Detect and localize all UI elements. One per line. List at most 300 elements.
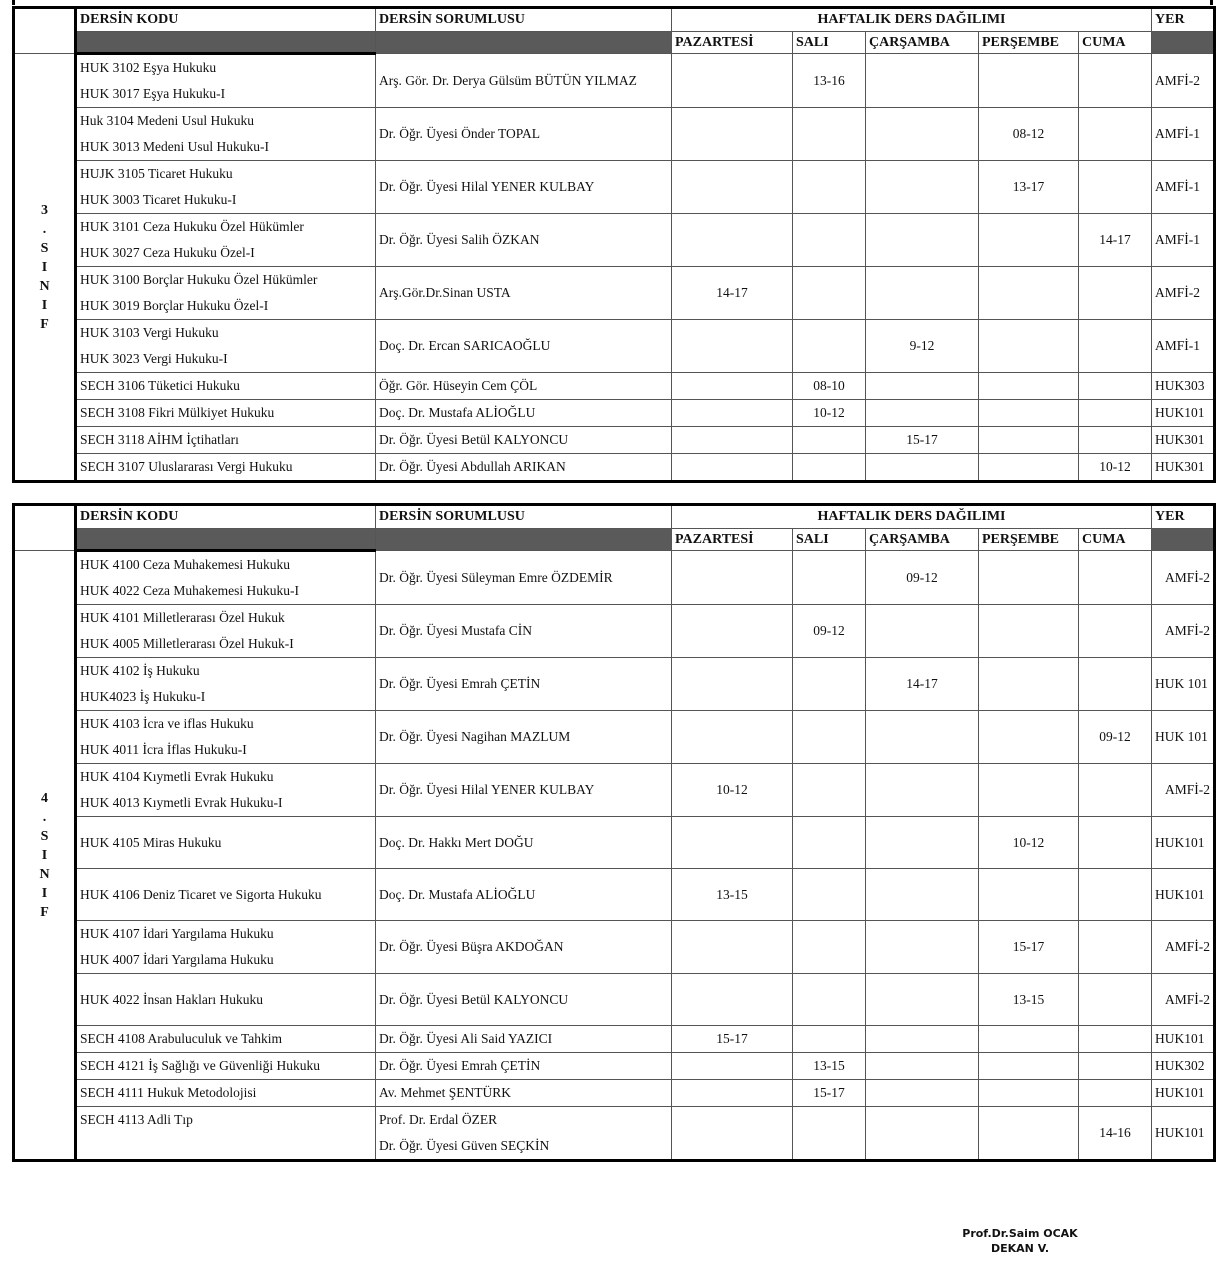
instructor-cell bbox=[376, 161, 672, 214]
course-name: HUK4023 İş Hukuku-I bbox=[80, 689, 206, 704]
header-ders-sorumlusu: DERSİN SORUMLUSU bbox=[376, 505, 672, 529]
time-cell-carsamba bbox=[866, 605, 979, 658]
course-code-cell bbox=[76, 161, 376, 214]
location-cell: HUK101 bbox=[1152, 1080, 1215, 1107]
time-cell-cuma bbox=[1079, 1026, 1152, 1053]
instructor-name: Dr. Öğr. Üyesi Hilal YENER KULBAY bbox=[379, 179, 595, 194]
instructor-cell bbox=[376, 320, 672, 373]
time-cell-cuma bbox=[1079, 921, 1152, 974]
time-cell-pazartesi bbox=[672, 921, 793, 974]
instructor-name: Arş.Gör.Dr.Sinan USTA bbox=[379, 285, 511, 300]
location-cell: AMFİ-1 bbox=[1152, 214, 1215, 267]
class-label-char: N bbox=[39, 278, 50, 294]
class-header-blank-2 bbox=[14, 32, 76, 54]
table-row bbox=[14, 161, 1215, 214]
instructor-cell bbox=[376, 54, 672, 108]
instructor-name: Dr. Öğr. Üyesi Mustafa CİN bbox=[379, 623, 532, 638]
instructor-name: Dr. Öğr. Üyesi Betül KALYONCU bbox=[379, 991, 569, 1007]
time-cell-sali bbox=[793, 427, 866, 454]
instructor-name: Doç. Dr. Mustafa ALİOĞLU bbox=[379, 405, 536, 420]
time-cell-carsamba bbox=[866, 764, 979, 817]
instructor-cell bbox=[376, 1080, 672, 1107]
time-cell-persembe bbox=[979, 551, 1079, 605]
table-row bbox=[14, 1026, 1215, 1053]
course-code-cell bbox=[76, 605, 376, 658]
instructor-name: Av. Mehmet ŞENTÜRK bbox=[379, 1085, 511, 1100]
time-cell-sali bbox=[793, 1026, 866, 1053]
course-code-cell bbox=[76, 54, 376, 108]
time-cell-carsamba bbox=[866, 1026, 979, 1053]
course-name: HUK 3003 Ticaret Hukuku-I bbox=[80, 192, 237, 207]
time-cell-carsamba bbox=[866, 869, 979, 921]
time-cell-cuma bbox=[1079, 869, 1152, 921]
course-code-cell bbox=[76, 373, 376, 400]
location-cell: HUK101 bbox=[1152, 1107, 1215, 1161]
time-cell-sali: 09-12 bbox=[793, 605, 866, 658]
time-cell-persembe bbox=[979, 658, 1079, 711]
time-cell-persembe bbox=[979, 869, 1079, 921]
location-cell: AMFİ-1 bbox=[1152, 320, 1215, 373]
header-yer: YER bbox=[1152, 505, 1215, 529]
time-cell-sali: 08-10 bbox=[793, 373, 866, 400]
course-name: SECH 3107 Uluslararası Vergi Hukuku bbox=[80, 459, 293, 474]
gray-band-kod bbox=[76, 529, 376, 551]
time-cell-sali bbox=[793, 320, 866, 373]
time-cell-persembe bbox=[979, 400, 1079, 427]
table-row bbox=[14, 267, 1215, 320]
table-row bbox=[14, 1080, 1215, 1107]
time-cell-pazartesi bbox=[672, 54, 793, 108]
time-cell-pazartesi: 13-15 bbox=[672, 869, 793, 921]
time-cell-carsamba bbox=[866, 54, 979, 108]
time-cell-carsamba: 14-17 bbox=[866, 658, 979, 711]
table-row bbox=[14, 454, 1215, 482]
location-cell: HUK101 bbox=[1152, 1026, 1215, 1053]
time-cell-cuma bbox=[1079, 1053, 1152, 1080]
course-name: Huk 3104 Medeni Usul Hukuku bbox=[80, 113, 254, 128]
time-cell-sali bbox=[793, 551, 866, 605]
schedule-table-3-sinif bbox=[12, 6, 1216, 483]
signature-block bbox=[940, 1226, 1100, 1256]
time-cell-sali: 15-17 bbox=[793, 1080, 866, 1107]
time-cell-pazartesi bbox=[672, 214, 793, 267]
header-day-sali: SALI bbox=[793, 529, 866, 551]
time-cell-sali bbox=[793, 658, 866, 711]
course-name: HUK 3013 Medeni Usul Hukuku-I bbox=[80, 139, 269, 154]
time-cell-pazartesi bbox=[672, 1053, 793, 1080]
course-name: HUJK 3105 Ticaret Hukuku bbox=[80, 166, 233, 181]
time-cell-carsamba bbox=[866, 1053, 979, 1080]
course-name: SECH 3118 AİHM İçtihatları bbox=[80, 432, 239, 447]
instructor-name: Arş. Gör. Dr. Derya Gülsüm BÜTÜN YILMAZ bbox=[379, 72, 637, 88]
class-label-char: F bbox=[40, 904, 49, 920]
course-name: HUK 4022 İnsan Hakları Hukuku bbox=[80, 991, 263, 1007]
time-cell-carsamba bbox=[866, 373, 979, 400]
time-cell-sali: 10-12 bbox=[793, 400, 866, 427]
instructor-cell bbox=[376, 921, 672, 974]
time-cell-pazartesi bbox=[672, 551, 793, 605]
instructor-name: Doç. Dr. Hakkı Mert DOĞU bbox=[379, 834, 534, 850]
time-cell-sali bbox=[793, 454, 866, 482]
time-cell-cuma bbox=[1079, 551, 1152, 605]
time-cell-persembe: 15-17 bbox=[979, 921, 1079, 974]
header-day-carsamba: ÇARŞAMBA bbox=[866, 32, 979, 54]
instructor-name: Dr. Öğr. Üyesi Süleyman Emre ÖZDEMİR bbox=[379, 569, 613, 585]
course-name: HUK 4104 Kıymetli Evrak Hukuku bbox=[80, 769, 274, 784]
time-cell-pazartesi bbox=[672, 373, 793, 400]
time-cell-carsamba bbox=[866, 267, 979, 320]
time-cell-persembe bbox=[979, 267, 1079, 320]
course-name: HUK 4100 Ceza Muhakemesi Hukuku bbox=[80, 557, 290, 572]
course-code-cell bbox=[76, 921, 376, 974]
time-cell-persembe bbox=[979, 427, 1079, 454]
instructor-cell bbox=[376, 108, 672, 161]
course-name: SECH 4108 Arabuluculuk ve Tahkim bbox=[80, 1031, 283, 1046]
course-code-cell bbox=[76, 427, 376, 454]
table-row bbox=[14, 320, 1215, 373]
course-name: HUK 4005 Milletlerarası Özel Hukuk-I bbox=[80, 636, 294, 651]
course-name: HUK 4022 Ceza Muhakemesi Hukuku-I bbox=[80, 583, 299, 598]
time-cell-carsamba bbox=[866, 974, 979, 1026]
time-cell-cuma bbox=[1079, 427, 1152, 454]
time-cell-cuma bbox=[1079, 974, 1152, 1026]
header-day-persembe: PERŞEMBE bbox=[979, 32, 1079, 54]
schedule-table-4-sinif bbox=[12, 503, 1216, 1162]
table-row bbox=[14, 400, 1215, 427]
table-row bbox=[14, 764, 1215, 817]
class-label-char: I bbox=[41, 259, 48, 275]
time-cell-pazartesi bbox=[672, 605, 793, 658]
instructor-name: Dr. Öğr. Üyesi Ali Said YAZICI bbox=[379, 1031, 553, 1046]
time-cell-pazartesi bbox=[672, 161, 793, 214]
time-cell-persembe bbox=[979, 605, 1079, 658]
table-row bbox=[14, 605, 1215, 658]
time-cell-pazartesi: 10-12 bbox=[672, 764, 793, 817]
course-name: HUK 4106 Deniz Ticaret ve Sigorta Hukuku bbox=[80, 886, 322, 902]
instructor-cell bbox=[376, 400, 672, 427]
table-row bbox=[14, 869, 1215, 921]
time-cell-pazartesi: 15-17 bbox=[672, 1026, 793, 1053]
time-cell-carsamba bbox=[866, 454, 979, 482]
course-name: HUK 4011 İcra İflas Hukuku-I bbox=[80, 742, 247, 757]
time-cell-pazartesi bbox=[672, 427, 793, 454]
class-label-char: . bbox=[42, 809, 47, 825]
course-name: HUK 3027 Ceza Hukuku Özel-I bbox=[80, 245, 255, 260]
instructor-cell bbox=[376, 605, 672, 658]
time-cell-carsamba: 15-17 bbox=[866, 427, 979, 454]
course-name: HUK 3023 Vergi Hukuku-I bbox=[80, 351, 228, 366]
time-cell-carsamba bbox=[866, 817, 979, 869]
time-cell-cuma bbox=[1079, 373, 1152, 400]
header-day-pazartesi: PAZARTESİ bbox=[672, 529, 793, 551]
instructor-name: Dr. Öğr. Üyesi Abdullah ARIKAN bbox=[379, 459, 566, 474]
course-code-cell bbox=[76, 974, 376, 1026]
instructor-cell bbox=[376, 817, 672, 869]
gray-band-kod bbox=[76, 32, 376, 54]
time-cell-cuma bbox=[1079, 54, 1152, 108]
instructor-name: Dr. Öğr. Üyesi Betül KALYONCU bbox=[379, 432, 569, 447]
course-name: HUK 4107 İdari Yargılama Hukuku bbox=[80, 926, 274, 941]
course-name: HUK 4101 Milletlerarası Özel Hukuk bbox=[80, 610, 285, 625]
time-cell-sali bbox=[793, 869, 866, 921]
class-label-char: . bbox=[42, 221, 47, 237]
time-cell-sali: 13-16 bbox=[793, 54, 866, 108]
header-ders-sorumlusu: DERSİN SORUMLUSU bbox=[376, 8, 672, 32]
class-label-char: I bbox=[41, 847, 48, 863]
location-cell: AMFİ-2 bbox=[1152, 54, 1215, 108]
class-label-char: N bbox=[39, 866, 50, 882]
time-cell-cuma bbox=[1079, 605, 1152, 658]
time-cell-carsamba bbox=[866, 400, 979, 427]
time-cell-sali bbox=[793, 711, 866, 764]
time-cell-sali bbox=[793, 921, 866, 974]
table-row bbox=[14, 974, 1215, 1026]
location-cell: HUK301 bbox=[1152, 427, 1215, 454]
class-label-char: 4 bbox=[41, 790, 48, 806]
location-cell: AMFİ-1 bbox=[1152, 108, 1215, 161]
page-top-border bbox=[12, 0, 1213, 5]
time-cell-carsamba: 9-12 bbox=[866, 320, 979, 373]
time-cell-cuma bbox=[1079, 267, 1152, 320]
table-row bbox=[14, 1053, 1215, 1080]
time-cell-sali bbox=[793, 161, 866, 214]
table-row bbox=[14, 427, 1215, 454]
header-yer: YER bbox=[1152, 8, 1215, 32]
signature-title: DEKAN V. bbox=[991, 1242, 1049, 1255]
time-cell-cuma bbox=[1079, 108, 1152, 161]
class-label bbox=[14, 54, 76, 482]
class-label-char: S bbox=[40, 828, 49, 844]
instructor-cell bbox=[376, 711, 672, 764]
location-cell: HUK101 bbox=[1152, 400, 1215, 427]
time-cell-carsamba bbox=[866, 108, 979, 161]
table-row bbox=[14, 54, 1215, 108]
header-haftalik-ders-dagilimi: HAFTALIK DERS DAĞILIMI bbox=[672, 8, 1152, 32]
course-code-cell bbox=[76, 267, 376, 320]
class-header-blank-2 bbox=[14, 529, 76, 551]
course-name: HUK 4105 Miras Hukuku bbox=[80, 834, 222, 850]
time-cell-carsamba bbox=[866, 214, 979, 267]
instructor-cell bbox=[376, 974, 672, 1026]
instructor-name: Dr. Öğr. Üyesi Hilal YENER KULBAY bbox=[379, 782, 595, 797]
time-cell-persembe bbox=[979, 373, 1079, 400]
location-cell: HUK301 bbox=[1152, 454, 1215, 482]
course-code-cell bbox=[76, 320, 376, 373]
header-ders-kodu: DERSİN KODU bbox=[76, 505, 376, 529]
instructor-name: Prof. Dr. Erdal ÖZER bbox=[379, 1112, 498, 1127]
instructor-cell bbox=[376, 551, 672, 605]
location-cell: AMFİ-2 bbox=[1152, 551, 1215, 605]
time-cell-carsamba bbox=[866, 1080, 979, 1107]
course-name: HUK 3100 Borçlar Hukuku Özel Hükümler bbox=[80, 272, 318, 287]
instructor-name: Dr. Öğr. Üyesi Nagihan MAZLUM bbox=[379, 729, 571, 744]
instructor-cell bbox=[376, 764, 672, 817]
time-cell-persembe: 13-17 bbox=[979, 161, 1079, 214]
table-row bbox=[14, 817, 1215, 869]
course-name: SECH 3108 Fikri Mülkiyet Hukuku bbox=[80, 405, 275, 420]
time-cell-sali bbox=[793, 214, 866, 267]
location-cell: AMFİ-2 bbox=[1152, 764, 1215, 817]
class-header-blank bbox=[14, 8, 76, 32]
course-code-cell bbox=[76, 551, 376, 605]
gray-band-yer bbox=[1152, 529, 1215, 551]
time-cell-cuma: 09-12 bbox=[1079, 711, 1152, 764]
time-cell-sali: 13-15 bbox=[793, 1053, 866, 1080]
table-row bbox=[14, 108, 1215, 161]
class-label-char: 3 bbox=[41, 202, 48, 218]
course-code-cell bbox=[76, 1107, 376, 1161]
instructor-name: Dr. Öğr. Üyesi Emrah ÇETİN bbox=[379, 1058, 541, 1073]
table-row bbox=[14, 373, 1215, 400]
class-header-blank bbox=[14, 505, 76, 529]
time-cell-carsamba bbox=[866, 1107, 979, 1161]
time-cell-carsamba bbox=[866, 711, 979, 764]
time-cell-persembe bbox=[979, 1026, 1079, 1053]
location-cell: AMFİ-2 bbox=[1152, 267, 1215, 320]
time-cell-persembe bbox=[979, 711, 1079, 764]
course-name: HUK 4007 İdari Yargılama Hukuku bbox=[80, 952, 274, 967]
time-cell-pazartesi bbox=[672, 1107, 793, 1161]
header-day-cuma: CUMA bbox=[1079, 32, 1152, 54]
time-cell-pazartesi: 14-17 bbox=[672, 267, 793, 320]
time-cell-pazartesi bbox=[672, 400, 793, 427]
time-cell-carsamba bbox=[866, 161, 979, 214]
location-cell: AMFİ-1 bbox=[1152, 161, 1215, 214]
instructor-cell bbox=[376, 1026, 672, 1053]
signature-name: Prof.Dr.Saim OCAK bbox=[962, 1227, 1078, 1240]
class-label bbox=[14, 551, 76, 1161]
instructor-name: Doç. Dr. Ercan SARICAOĞLU bbox=[379, 338, 551, 353]
instructor-name: Dr. Öğr. Üyesi Büşra AKDOĞAN bbox=[379, 939, 564, 954]
course-name: HUK 4102 İş Hukuku bbox=[80, 663, 200, 678]
time-cell-cuma: 14-17 bbox=[1079, 214, 1152, 267]
gray-band-yer bbox=[1152, 32, 1215, 54]
class-label-char: I bbox=[41, 297, 48, 313]
time-cell-persembe bbox=[979, 320, 1079, 373]
instructor-cell bbox=[376, 454, 672, 482]
time-cell-persembe bbox=[979, 214, 1079, 267]
location-cell: HUK101 bbox=[1152, 817, 1215, 869]
time-cell-sali bbox=[793, 974, 866, 1026]
instructor-name: Dr. Öğr. Üyesi Salih ÖZKAN bbox=[379, 232, 540, 247]
table-row bbox=[14, 921, 1215, 974]
header-day-sali: SALI bbox=[793, 32, 866, 54]
class-label-char: F bbox=[40, 316, 49, 332]
time-cell-cuma bbox=[1079, 764, 1152, 817]
course-code-cell bbox=[76, 817, 376, 869]
header-ders-kodu: DERSİN KODU bbox=[76, 8, 376, 32]
gray-band-sorumlu bbox=[376, 529, 672, 551]
instructor-cell bbox=[376, 1053, 672, 1080]
time-cell-cuma bbox=[1079, 817, 1152, 869]
time-cell-sali bbox=[793, 267, 866, 320]
header-day-persembe: PERŞEMBE bbox=[979, 529, 1079, 551]
instructor-cell bbox=[376, 869, 672, 921]
gray-band-sorumlu bbox=[376, 32, 672, 54]
course-code-cell bbox=[76, 1080, 376, 1107]
course-code-cell bbox=[76, 454, 376, 482]
instructor-cell bbox=[376, 267, 672, 320]
header-haftalik-ders-dagilimi: HAFTALIK DERS DAĞILIMI bbox=[672, 505, 1152, 529]
time-cell-cuma bbox=[1079, 161, 1152, 214]
course-code-cell bbox=[76, 1053, 376, 1080]
time-cell-cuma: 14-16 bbox=[1079, 1107, 1152, 1161]
course-code-cell bbox=[76, 214, 376, 267]
time-cell-pazartesi bbox=[672, 658, 793, 711]
location-cell: AMFİ-2 bbox=[1152, 974, 1215, 1026]
course-name: HUK 4013 Kıymetli Evrak Hukuku-I bbox=[80, 795, 283, 810]
instructor-cell bbox=[376, 658, 672, 711]
instructor-cell bbox=[376, 1107, 672, 1161]
time-cell-persembe: 08-12 bbox=[979, 108, 1079, 161]
time-cell-persembe bbox=[979, 1053, 1079, 1080]
instructor-name: Dr. Öğr. Üyesi Emrah ÇETİN bbox=[379, 676, 541, 691]
time-cell-cuma bbox=[1079, 400, 1152, 427]
location-cell: HUK101 bbox=[1152, 869, 1215, 921]
course-name: SECH 4121 İş Sağlığı ve Güvenliği Hukuku bbox=[80, 1058, 320, 1073]
course-name: HUK 3103 Vergi Hukuku bbox=[80, 325, 219, 340]
time-cell-sali bbox=[793, 764, 866, 817]
table-row bbox=[14, 711, 1215, 764]
instructor-name: Öğr. Gör. Hüseyin Cem ÇÖL bbox=[379, 378, 538, 393]
instructor-cell bbox=[376, 214, 672, 267]
time-cell-persembe: 13-15 bbox=[979, 974, 1079, 1026]
course-name: HUK 3017 Eşya Hukuku-I bbox=[80, 86, 226, 101]
course-code-cell bbox=[76, 108, 376, 161]
location-cell: HUK 101 bbox=[1152, 711, 1215, 764]
time-cell-cuma: 10-12 bbox=[1079, 454, 1152, 482]
location-cell: AMFİ-2 bbox=[1152, 921, 1215, 974]
instructor-cell bbox=[376, 427, 672, 454]
time-cell-pazartesi bbox=[672, 711, 793, 764]
course-name: SECH 4111 Hukuk Metodolojisi bbox=[80, 1085, 257, 1100]
time-cell-sali bbox=[793, 1107, 866, 1161]
time-cell-pazartesi bbox=[672, 320, 793, 373]
time-cell-pazartesi bbox=[672, 108, 793, 161]
time-cell-persembe bbox=[979, 454, 1079, 482]
time-cell-sali bbox=[793, 108, 866, 161]
table-row bbox=[14, 1107, 1215, 1161]
time-cell-pazartesi bbox=[672, 974, 793, 1026]
location-cell: HUK 101 bbox=[1152, 658, 1215, 711]
instructor-name: Doç. Dr. Mustafa ALİOĞLU bbox=[379, 886, 536, 902]
course-code-cell bbox=[76, 1026, 376, 1053]
time-cell-carsamba: 09-12 bbox=[866, 551, 979, 605]
location-cell: AMFİ-2 bbox=[1152, 605, 1215, 658]
course-name: HUK 3101 Ceza Hukuku Özel Hükümler bbox=[80, 219, 304, 234]
course-name: SECH 4113 Adli Tıp bbox=[80, 1112, 193, 1127]
course-code-cell bbox=[76, 764, 376, 817]
instructor-name: Dr. Öğr. Üyesi Önder TOPAL bbox=[379, 126, 541, 141]
header-day-cuma: CUMA bbox=[1079, 529, 1152, 551]
course-name: HUK 4103 İcra ve iflas Hukuku bbox=[80, 716, 254, 731]
time-cell-carsamba bbox=[866, 921, 979, 974]
instructor-cell bbox=[376, 373, 672, 400]
location-cell: HUK302 bbox=[1152, 1053, 1215, 1080]
table-row bbox=[14, 658, 1215, 711]
location-cell: HUK303 bbox=[1152, 373, 1215, 400]
instructor-name: Dr. Öğr. Üyesi Güven SEÇKİN bbox=[379, 1138, 550, 1153]
time-cell-persembe bbox=[979, 764, 1079, 817]
time-cell-pazartesi bbox=[672, 1080, 793, 1107]
time-cell-cuma bbox=[1079, 320, 1152, 373]
time-cell-persembe: 10-12 bbox=[979, 817, 1079, 869]
time-cell-sali bbox=[793, 817, 866, 869]
course-code-cell bbox=[76, 869, 376, 921]
time-cell-cuma bbox=[1079, 1080, 1152, 1107]
course-name: HUK 3102 Eşya Hukuku bbox=[80, 60, 217, 75]
table-row bbox=[14, 551, 1215, 605]
